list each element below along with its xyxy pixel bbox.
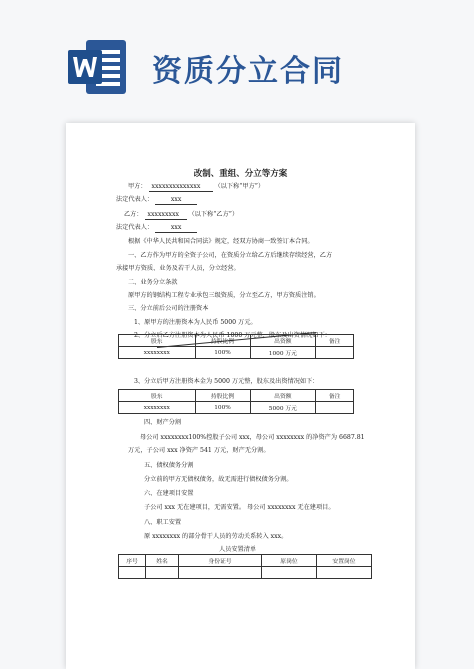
- table-header-cell: 备注: [316, 390, 354, 402]
- table-cell: 100%: [195, 402, 250, 414]
- equity-table-b: [118, 334, 354, 359]
- table-cell: xxxxxxxx: [119, 402, 196, 414]
- table-header-cell: 原岗位: [262, 555, 317, 567]
- legal-rep-b-name: xxx: [155, 224, 197, 233]
- table-header-cell: 身份证号: [179, 555, 262, 567]
- party-a-label: 甲方：: [128, 183, 147, 190]
- section-6-title: 六、在建项目安置: [144, 490, 194, 497]
- table-header-row: [119, 335, 354, 347]
- table-header-cell: 持股比例: [195, 335, 250, 347]
- page-title: 资质分立合同: [152, 54, 344, 89]
- table-row: [119, 347, 354, 359]
- section-3-item-3: 3、分立后甲方注册资本金为 5000 万元整，股东及出资情况如下：: [134, 378, 319, 385]
- section-3-item-1: 1、原甲方的注册资本为人民币 5000 万元。: [134, 319, 257, 326]
- table-header-cell: 备注: [316, 335, 354, 347]
- section-4-line-2: 万元，子公司 xxx 净资产 541 万元，财产无分割。: [128, 447, 270, 454]
- table-header-cell: 股东: [119, 390, 196, 402]
- section-1-line-1: 一、乙方作为甲方的全资子公司，在资质分立给乙方后继续存续经营，乙方: [128, 252, 333, 259]
- table-header-cell: 姓名: [146, 555, 179, 567]
- party-b-label: 乙方：: [124, 211, 143, 218]
- section-5-title: 五、债权债务分割: [144, 462, 194, 469]
- table-cell: 1000 万元: [250, 347, 316, 359]
- table-row: [119, 567, 372, 579]
- table-cell: xxxxxxxx: [119, 347, 196, 359]
- party-a-line: [128, 183, 264, 192]
- table-cell: 5000 万元: [250, 402, 316, 414]
- section-5-text: 分立前的甲方无债权债务，故无需进行债权债务分割。: [144, 476, 293, 483]
- party-b-line: [124, 211, 238, 220]
- section-4-line-1: 母公司 xxxxxxxx100%控股子公司 xxx，母公司 xxxxxxxx 的净资产为 6687.81: [140, 434, 365, 441]
- legal-rep-b-label: 法定代表人：: [116, 224, 154, 231]
- table-header-row: [119, 390, 354, 402]
- legal-rep-b-line: [116, 224, 197, 233]
- section-2-title: 二、业务分立条款: [128, 279, 178, 286]
- table-header-cell: 持股比例: [195, 390, 250, 402]
- section-2-text: 原甲方的钢结构工程专业承包三级资质，分立至乙方，甲方资质注销。: [128, 292, 320, 299]
- legal-rep-a-line: [116, 196, 197, 205]
- banner: [0, 0, 474, 118]
- section-3-title: 三、分立前后公司的注册资本: [128, 305, 209, 312]
- section-7-text: 原 xxxxxxxx 的部分骨干人员的劳动关系转入 xxx。: [144, 533, 288, 540]
- section-1-line-2: 承接甲方资质、业务及若干人员，分立经营。: [116, 265, 240, 272]
- legal-rep-a-label: 法定代表人：: [116, 196, 154, 203]
- table-header-cell: 出资额: [250, 335, 316, 347]
- table-header-row: [119, 555, 372, 567]
- party-a-alias: （以下称“甲方”）: [214, 183, 265, 190]
- staff-table-title: 人员安置清单: [219, 546, 257, 553]
- table-cell: [316, 347, 354, 359]
- table-row: [119, 402, 354, 414]
- party-b-name: xxxxxxxxx: [145, 211, 187, 220]
- party-a-name: xxxxxxxxxxxxxx: [149, 183, 213, 192]
- party-b-alias: （以下称“乙方”）: [188, 211, 239, 218]
- table-header-cell: 出资额: [250, 390, 316, 402]
- plan-title: 改制、重组、分立等方案: [193, 169, 288, 179]
- word-document-icon: [66, 36, 128, 98]
- section-7-title: 八、职工安置: [144, 519, 182, 526]
- equity-table-a: [118, 389, 354, 414]
- legal-rep-a-name: xxx: [155, 196, 197, 205]
- table-cell: [316, 402, 354, 414]
- section-3-item-2: 2、分立后乙方注册资本为人民币 1000 万元整，股东及出资情况如下：: [134, 332, 331, 339]
- staff-table: [118, 554, 372, 579]
- table-header-cell: 安置岗位: [317, 555, 372, 567]
- table-header-cell: 股东: [119, 335, 196, 347]
- intro-paragraph: 根据《中华人民共和国合同法》规定，经双方协商一致签订本合同。: [128, 238, 314, 245]
- table-header-cell: 序号: [119, 555, 146, 567]
- table-cell: 100%: [195, 347, 250, 359]
- section-6-text: 子公司 xxx 无在建项目，无需安置。 母公司 xxxxxxxx 无在建项目。: [144, 504, 335, 511]
- document-page: [66, 123, 415, 669]
- section-4-title: 四、财产分割: [144, 419, 182, 426]
